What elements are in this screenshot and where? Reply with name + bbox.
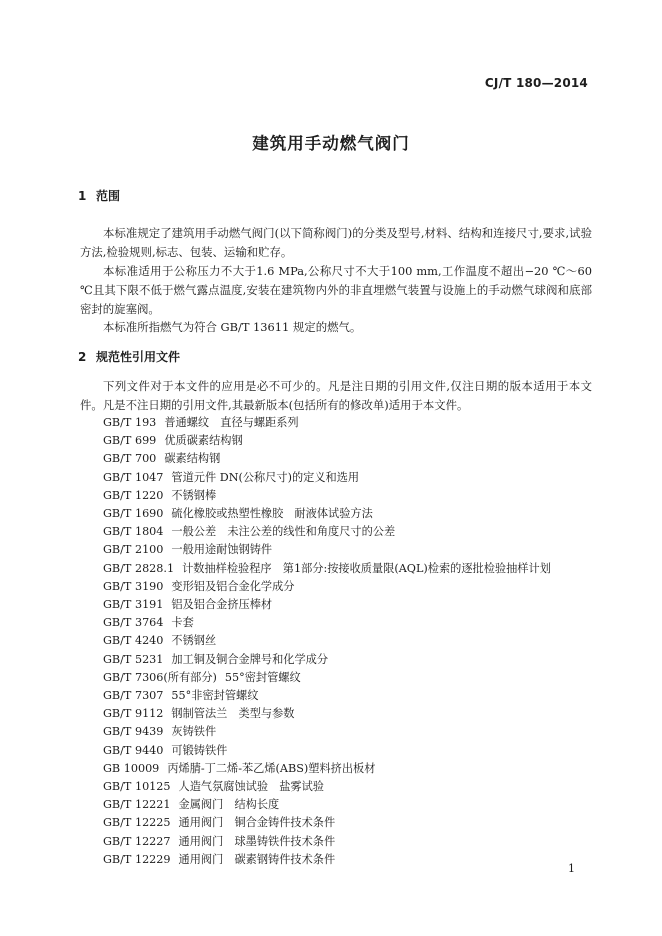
reference-title: 钢制管法兰 类型与参数 <box>171 707 295 721</box>
reference-code: GB/T 1690 <box>103 507 164 521</box>
reference-title: 金属阀门 结构长度 <box>178 798 280 812</box>
reference-title: 不锈钢丝 <box>171 634 217 648</box>
reference-code: GB/T 12225 <box>103 816 171 830</box>
reference-code: GB/T 2100 <box>103 543 164 557</box>
reference-title: 通用阀门 碳素钢铸件技术条件 <box>178 852 336 866</box>
reference-list <box>103 414 551 869</box>
standard-code: CJ/T 180—2014 <box>484 76 588 90</box>
reference-item <box>103 742 551 760</box>
reference-item <box>103 760 551 778</box>
reference-item <box>103 669 551 687</box>
reference-title: 卡套 <box>171 616 194 630</box>
scope-paragraph-1: 本标准规定了建筑用手动燃气阀门(以下简称阀门)的分类及型号,材料、结构和连接尺寸,要求,试验方法,检验规则,标志、包装、运输和贮存。 <box>80 226 592 259</box>
reference-code: GB/T 9112 <box>103 707 164 721</box>
reference-code: GB/T 10125 <box>103 780 171 794</box>
reference-title: 不锈钢棒 <box>171 488 217 502</box>
reference-item <box>103 523 551 541</box>
reference-item <box>103 778 551 796</box>
reference-title: 通用阀门 铜合金铸件技术条件 <box>178 816 336 830</box>
reference-title: 通用阀门 球墨铸铁件技术条件 <box>178 834 336 848</box>
reference-title: 人造气氛腐蚀试验 盐雾试验 <box>178 780 324 794</box>
reference-title: 可锻铸铁件 <box>171 743 228 757</box>
reference-item <box>103 432 551 450</box>
reference-title: 55°非密封管螺纹 <box>171 689 259 703</box>
reference-title: 加工铜及铜合金牌号和化学成分 <box>171 652 329 666</box>
reference-title: 变形铝及铝合金化学成分 <box>171 579 295 593</box>
reference-title: 普通螺纹 直径与螺距系列 <box>164 416 299 429</box>
document-title: 建筑用手动燃气阀门 <box>252 134 410 153</box>
section-number: 1 <box>78 189 87 203</box>
section-number: 2 <box>78 350 87 364</box>
reference-item <box>103 578 551 596</box>
reference-item <box>103 687 551 705</box>
reference-item <box>103 833 551 851</box>
reference-title: 丙烯腈-丁二烯-苯乙烯(ABS)塑料挤出板材 <box>167 761 376 775</box>
reference-code: GB/T 12221 <box>103 798 171 812</box>
reference-title: 一般用途耐蚀钢铸件 <box>171 543 273 557</box>
reference-code: GB/T 1220 <box>103 488 164 502</box>
reference-code: GB/T 3764 <box>103 616 164 630</box>
reference-title: 55°密封管螺纹 <box>224 670 301 684</box>
reference-code: GB/T 12229 <box>103 852 171 866</box>
reference-item <box>103 487 551 505</box>
reference-code: GB 10009 <box>103 761 160 775</box>
reference-item <box>103 851 551 869</box>
reference-code: GB/T 2828.1 <box>103 561 175 575</box>
reference-code: GB/T 1804 <box>103 525 164 539</box>
reference-code: GB/T 699 <box>103 434 157 448</box>
reference-item <box>103 450 551 468</box>
reference-item <box>103 814 551 832</box>
reference-item <box>103 796 551 814</box>
reference-code: GB/T 3191 <box>103 598 164 612</box>
reference-code: GB/T 7306(所有部分) <box>103 670 217 684</box>
reference-title: 一般公差 未注公差的线性和角度尺寸的公差 <box>171 525 396 539</box>
reference-code: GB/T 5231 <box>103 652 164 666</box>
reference-code: GB/T 12227 <box>103 834 171 848</box>
section-1-heading <box>78 187 120 204</box>
reference-item <box>103 632 551 650</box>
reference-code: GB/T 4240 <box>103 634 164 648</box>
reference-item <box>103 596 551 614</box>
section-2-heading <box>78 348 180 365</box>
reference-code: GB/T 9440 <box>103 743 164 757</box>
reference-code: GB/T 700 <box>103 452 157 466</box>
reference-code: GB/T 1047 <box>103 470 164 484</box>
reference-item <box>103 614 551 632</box>
section-title: 规范性引用文件 <box>96 350 181 364</box>
reference-item <box>103 723 551 741</box>
reference-item <box>103 560 551 578</box>
reference-item <box>103 541 551 559</box>
reference-title: 硫化橡胶或热塑性橡胶 耐液体试验方法 <box>171 507 373 521</box>
reference-code: GB/T 193 <box>103 416 157 429</box>
reference-title: 优质碳素结构钢 <box>164 434 243 448</box>
reference-title: 计数抽样检验程序 第1部分:按接收质量限(AQL)检索的逐批检验抽样计划 <box>182 561 551 575</box>
page-number: 1 <box>568 862 575 875</box>
scope-paragraph-2: 本标准适用于公称压力不大于1.6 MPa,公称尺寸不大于100 mm,工作温度不超出−20 ℃～60 ℃且其下限不低于燃气露点温度,安装在建筑物内外的非直埋燃气装置与设施上的手动燃气球阀和底部密封的旋塞阀。 <box>80 264 592 316</box>
reference-item <box>103 505 551 523</box>
section-title: 范围 <box>96 189 121 203</box>
reference-title: 碳素结构钢 <box>164 452 221 466</box>
reference-code: GB/T 9439 <box>103 725 164 739</box>
reference-item <box>103 705 551 723</box>
reference-item <box>103 651 551 669</box>
reference-item <box>103 414 551 432</box>
scope-paragraph-3: 本标准所指燃气为符合 GB/T 13611 规定的燃气。 <box>103 320 362 334</box>
reference-item <box>103 469 551 487</box>
reference-code: GB/T 7307 <box>103 689 164 703</box>
reference-title: 铝及铝合金挤压棒材 <box>171 598 273 612</box>
reference-code: GB/T 3190 <box>103 579 164 593</box>
references-intro: 下列文件对于本文件的应用是必不可少的。凡是注日期的引用文件,仅注日期的版本适用于本文件。凡是不注日期的引用文件,其最新版本(包括所有的修改单)适用于本文件。 <box>80 379 592 412</box>
reference-title: 管道元件 DN(公称尺寸)的定义和选用 <box>171 470 360 484</box>
reference-title: 灰铸铁件 <box>171 725 217 739</box>
